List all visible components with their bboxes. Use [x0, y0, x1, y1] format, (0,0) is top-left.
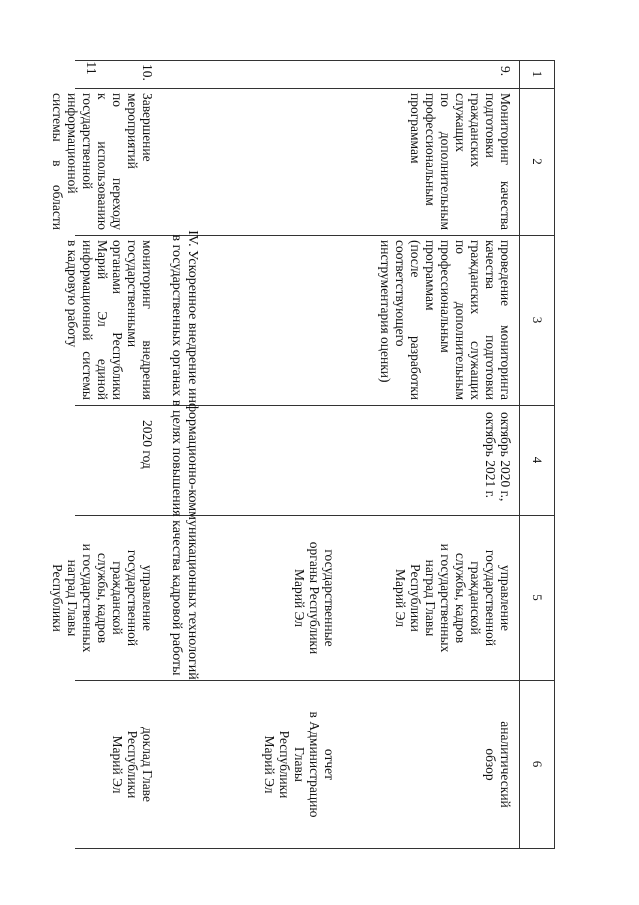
word: проведение: [498, 240, 513, 307]
row-9-event: [408, 93, 513, 230]
row-9-form: [378, 240, 513, 400]
row-9-responsible-1: [393, 518, 513, 678]
column-divider: [75, 515, 555, 516]
responsible-line: Республики: [50, 564, 65, 632]
word: переходу: [110, 178, 125, 230]
event-line: информационной: [65, 93, 80, 194]
page-number: 11: [83, 61, 98, 75]
column-header-3: 3: [530, 316, 545, 324]
responsible-line: Республики: [408, 564, 423, 632]
result-line: Марий Эл: [110, 735, 125, 794]
word: единой: [95, 358, 110, 400]
event-line: [50, 93, 65, 230]
column-divider: [75, 235, 555, 236]
form-line: [468, 240, 483, 400]
column-header-4: 4: [530, 456, 545, 464]
term-line: 2020 год: [140, 420, 155, 469]
form-line: государственными: [125, 240, 140, 348]
column-header-2: 2: [530, 158, 545, 165]
word: (после: [408, 240, 423, 278]
word: дополнительным: [453, 301, 468, 400]
responsible-line: службы, кадров: [95, 552, 110, 644]
event-line: государственной: [80, 93, 95, 190]
form-line: программам: [423, 240, 438, 311]
word: качества: [483, 240, 498, 290]
word: системы: [80, 351, 95, 400]
row-9-term: [483, 412, 513, 512]
responsible-line: и государственных: [438, 543, 453, 653]
form-line: [140, 240, 155, 400]
word: органами: [110, 240, 125, 295]
row-10-number: 10.: [140, 64, 155, 81]
form-line: [80, 240, 95, 400]
result-line: Республики: [125, 730, 140, 799]
row-9-result-1: [483, 682, 513, 847]
event-line: мероприятий: [125, 93, 140, 169]
row-10-event: [50, 93, 155, 230]
table-border-left: [75, 60, 555, 61]
word: Республики: [110, 332, 125, 400]
form-line: инструментария оценки): [378, 240, 393, 383]
event-line: профессиональным: [423, 93, 438, 206]
column-header-1: 1: [530, 70, 545, 78]
result-line: Главы: [292, 747, 307, 782]
row-10-responsible: [50, 518, 155, 678]
row-10-form: [65, 240, 155, 400]
event-line: служащих: [453, 93, 468, 152]
event-line: программам: [408, 93, 423, 164]
form-line: [95, 240, 110, 400]
word: гражданских: [468, 240, 483, 315]
row-9-result-2: [262, 682, 337, 847]
row-10-term: [140, 420, 155, 510]
word: системы: [50, 93, 65, 142]
table-border-top: [554, 60, 555, 849]
form-line: [110, 240, 125, 400]
word: к: [95, 93, 110, 100]
word: внедрения: [140, 340, 155, 400]
table-border-right: [75, 848, 555, 849]
event-line: [110, 93, 125, 230]
word: подготовки: [483, 335, 498, 400]
responsible-line: Марий Эл: [292, 568, 307, 628]
responsible-line: наград Главы: [423, 559, 438, 637]
word: мониторинг: [140, 240, 155, 309]
event-line: Завершение: [140, 93, 155, 162]
result-line: Марий Эл: [262, 735, 277, 794]
form-line: [498, 240, 513, 400]
column-divider: [75, 680, 555, 681]
section-heading-line: в государственных органах в целях повышения качества кадровой работы: [169, 234, 184, 676]
section-heading-line: IV. Ускоренное внедрение информационно-коммуникационных технологий: [185, 230, 200, 680]
event-line: подготовки: [483, 93, 498, 158]
responsible-line: государственной: [483, 549, 498, 647]
responsible-line: органы Республики: [307, 541, 322, 655]
word: служащих: [468, 341, 483, 400]
responsible-line: Марий Эл: [393, 568, 408, 628]
event-line: [438, 93, 453, 230]
form-line: профессиональным: [438, 240, 453, 353]
responsible-line: управление: [498, 564, 513, 632]
row-9-responsible-2: [292, 518, 337, 678]
word: мониторинга: [498, 325, 513, 400]
table-stage: [50, 60, 555, 850]
word: Марий: [95, 240, 110, 280]
result-line: доклад Главе: [140, 727, 155, 802]
word: по: [438, 93, 453, 107]
word: по: [453, 240, 468, 254]
result-line: отчет: [322, 748, 337, 781]
column-divider: [75, 405, 555, 406]
column-header-5: 5: [530, 594, 545, 601]
responsible-line: гражданской: [110, 561, 125, 635]
result-line: в Администрацию: [307, 711, 322, 818]
responsible-line: и государственных: [80, 543, 95, 653]
section-heading: [168, 60, 200, 850]
word: разработки: [408, 336, 423, 400]
term-line: октябрь 2021 г.: [483, 412, 498, 498]
row-10-result: [110, 682, 155, 847]
result-line: Республики: [277, 730, 292, 799]
word: качества: [498, 180, 513, 230]
event-line: [498, 93, 513, 230]
form-line: [408, 240, 423, 400]
result-line: обзор: [483, 748, 498, 781]
responsible-line: наград Главы: [65, 559, 80, 637]
form-line: [483, 240, 498, 400]
header-row-divider: [519, 60, 520, 849]
word: Мониторинг: [498, 93, 513, 166]
responsible-line: управление: [140, 564, 155, 632]
word: в: [50, 160, 65, 167]
responsible-line: государственной: [125, 549, 140, 647]
word: по: [110, 93, 125, 107]
responsible-line: гражданской: [468, 561, 483, 635]
word: области: [50, 184, 65, 230]
row-9-number: 9.: [498, 66, 513, 77]
word: дополнительным: [438, 131, 453, 230]
responsible-line: службы, кадров: [453, 552, 468, 644]
word: использованию: [95, 141, 110, 230]
responsible-line: государственные: [322, 549, 337, 647]
column-header-6: 6: [530, 760, 545, 768]
word: Эл: [95, 311, 110, 327]
form-line: соответствующего: [393, 240, 408, 347]
event-line: [95, 93, 110, 230]
column-divider: [75, 88, 555, 89]
term-line: октябрь 2020 г.,: [498, 412, 513, 502]
event-line: гражданских: [468, 93, 483, 168]
result-line: аналитический: [498, 721, 513, 808]
word: информационной: [80, 240, 95, 341]
form-line: в кадровую работу: [65, 240, 80, 348]
form-line: [453, 240, 468, 400]
